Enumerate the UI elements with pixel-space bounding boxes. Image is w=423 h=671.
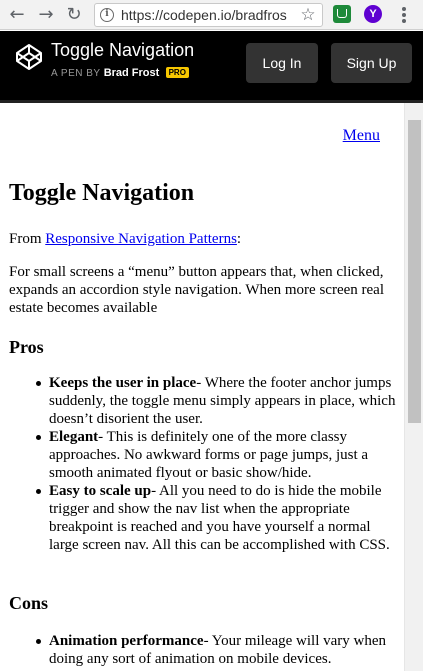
url-text[interactable]: https://codepen.io/bradfros — [121, 7, 287, 23]
item-title: Elegant — [49, 429, 99, 445]
pros-list — [49, 374, 399, 554]
page-title: Toggle Navigation — [9, 180, 195, 206]
responsive-nav-link[interactable]: Responsive Navigation Patterns — [45, 231, 237, 247]
forward-icon[interactable]: → — [38, 4, 54, 25]
list-item — [49, 482, 399, 554]
item-text: - This is definitely one of the more classy approaches. No awkward forms or page jumps, just a smooth animated flyout or basic show/hide. — [49, 429, 369, 481]
scrollbar-thumb[interactable] — [408, 120, 421, 423]
item-text: - Your mileage will vary when doing any sort of animation on mobile devices. — [49, 633, 387, 667]
menu-icon[interactable] — [398, 5, 410, 25]
pen-title: Toggle Navigation — [51, 40, 195, 60]
cons-list — [49, 632, 399, 668]
cons-heading: Cons — [9, 593, 49, 613]
back-icon[interactable]: ← — [9, 4, 25, 25]
item-text: - All you need to do is hide the mobile trigger and show the nav list when the appropriate breakpoint is reached and you have yourself a normal large screen nav. All this can be accomplished with CSS. — [49, 483, 390, 553]
list-item — [49, 374, 399, 428]
address-bar[interactable] — [94, 3, 323, 27]
pen-author-line — [51, 67, 189, 79]
extension-icon[interactable] — [333, 5, 351, 23]
intro-prefix: From — [9, 231, 46, 247]
list-item — [49, 632, 399, 668]
browser-toolbar — [0, 0, 423, 30]
item-text: - Where the footer anchor jumps suddenly, the toggle menu simply appears in place, which doesn’t disorient the user. — [49, 375, 396, 427]
vertical-scrollbar[interactable] — [404, 103, 423, 671]
codepen-logo-icon[interactable] — [15, 43, 43, 71]
pros-heading: Pros — [9, 337, 44, 357]
intro-suffix: : — [236, 231, 242, 247]
yahoo-icon[interactable]: Y — [364, 5, 382, 23]
info-icon[interactable]: i — [100, 8, 114, 22]
login-button[interactable]: Log In — [246, 43, 318, 83]
item-title: Easy to scale up — [49, 483, 152, 499]
pen-preview — [0, 100, 423, 671]
intro-paragraph — [9, 230, 399, 248]
by-prefix: A PEN BY — [51, 68, 101, 79]
menu-link[interactable]: Menu — [342, 127, 380, 144]
item-title: Animation performance — [49, 633, 204, 649]
list-item — [49, 428, 399, 482]
item-title: Keeps the user in place — [49, 375, 197, 391]
author-link[interactable]: Brad Frost — [103, 67, 160, 79]
reload-icon[interactable]: ↻ — [66, 4, 82, 25]
pro-badge: PRO — [166, 67, 189, 78]
codepen-header — [0, 31, 423, 100]
signup-button[interactable]: Sign Up — [331, 43, 412, 83]
description-paragraph: For small screens a “menu” button appears that, when clicked, expands an accordion style navigation. When more screen real estate becomes available — [9, 264, 384, 316]
star-icon[interactable]: ☆ — [300, 5, 316, 25]
